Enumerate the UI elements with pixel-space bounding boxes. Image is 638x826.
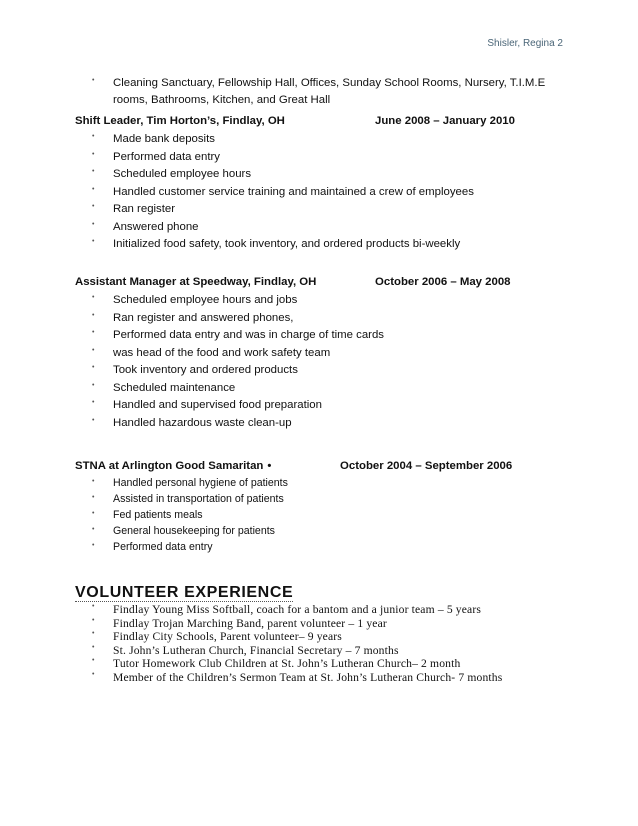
job-duty-item: Fed patients meals [113,509,203,521]
job-dates: October 2006 – May 2008 [375,276,511,288]
job-duty-item: Performed data entry [113,150,220,163]
job-duty-item: Scheduled employee hours and jobs [113,294,298,306]
bullet-icon: • [92,311,95,319]
bullet-icon: • [92,399,95,407]
bullet-icon: • [92,150,95,158]
bullet-icon: • [92,133,95,140]
job-duty-item: Ran register [113,203,176,215]
job-duty-item: Ran register and answered phones, [113,311,294,324]
job-dates: October 2004 – September 2006 [340,460,513,472]
bullet-icon: • [92,478,95,485]
job-title-line [75,459,271,473]
bullet-icon: • [92,542,95,549]
bullet-icon: • [92,381,95,389]
volunteer-item: Findlay Young Miss Softball, coach for a bantom and a junior team – 5 years [113,603,482,616]
bullet-icon: • [92,603,95,610]
job-duty-item: General housekeeping for patients [113,525,275,537]
bullet-icon: • [92,671,95,678]
bullet-icon: • [92,657,95,665]
job-title-line [75,275,316,289]
job-duty-item: was head of the food and work safety team [113,346,331,359]
bullet-icon: • [92,168,95,175]
volunteer-item: Member of the Children’s Sermon Team at St. John’s Lutheran Church- 7 months [113,671,503,684]
intro-bullet-line-1: Cleaning Sanctuary, Fellowship Hall, Offices, Sunday School Rooms, Nursery, T.I.M.E [113,77,546,89]
bullet-icon: • [92,294,95,301]
bullet-icon: • [92,346,95,354]
bullet-icon: • [92,238,95,245]
bullet-icon: • [92,510,95,517]
job-duty-item: Performed data entry [113,541,213,553]
bullet-icon: • [92,630,95,638]
volunteer-item: Tutor Homework Club Children at St. John’s Lutheran Church– 2 month [113,657,461,671]
bullet-icon: • [92,643,95,651]
job-title-line [75,114,285,128]
job-duty-item: Made bank deposits [113,133,215,145]
volunteer-item: St. John’s Lutheran Church, Financial Secretary – 7 months [113,643,399,657]
job-duty-item: Scheduled maintenance [113,381,236,394]
bullet-icon: • [92,77,95,84]
bullet-icon: • [92,416,95,424]
running-header: Shisler, Regina 2 [487,38,563,49]
job-duty-item: Handled hazardous waste clean-up [113,416,292,429]
volunteer-item: Findlay City Schools, Parent volunteer– 9 years [113,630,342,644]
bullet-icon: • [92,364,95,372]
section-heading-volunteer: VOLUNTEER EXPERIENCE [75,584,294,601]
job-title: Assistant Manager at Speedway, Findlay, OH [75,276,317,288]
job-title: STNA at Arlington Good Samaritan [75,460,264,472]
job-duty-item: Took inventory and ordered products [113,364,298,377]
job-duty-item: Answered phone [113,220,199,233]
job-duty-item: Initialized food safety, took inventory, and ordered products bi-weekly [113,238,461,250]
volunteer-item: Findlay Trojan Marching Band, parent volunteer – 1 year [113,616,387,630]
bullet-icon: • [92,220,95,228]
job-duty-item: Handled personal hygiene of patients [113,477,288,489]
job-duty-item: Assisted in transportation of patients [113,493,284,505]
intro-bullet-line-2: rooms, Bathrooms, Kitchen, and Great Hall [113,94,331,106]
job-dates: June 2008 – January 2010 [375,115,515,127]
bullet-icon: • [92,185,95,193]
bullet-icon: • [92,494,95,501]
bullet-icon: • [92,329,95,337]
bullet-icon: • [92,616,95,624]
job-duty-item: Handled and supervised food preparation [113,399,322,412]
bullet-icon: • [92,526,95,533]
bullet-icon: • [92,203,95,210]
job-duty-item: Performed data entry and was in charge of time cards [113,329,384,342]
job-duty-item: Scheduled employee hours [113,168,252,180]
job-title: Shift Leader, Tim Horton’s, Findlay, OH [75,115,285,127]
job-duty-item: Handled customer service training and maintained a crew of employees [113,185,474,198]
title-bullet-icon: • [267,460,272,472]
